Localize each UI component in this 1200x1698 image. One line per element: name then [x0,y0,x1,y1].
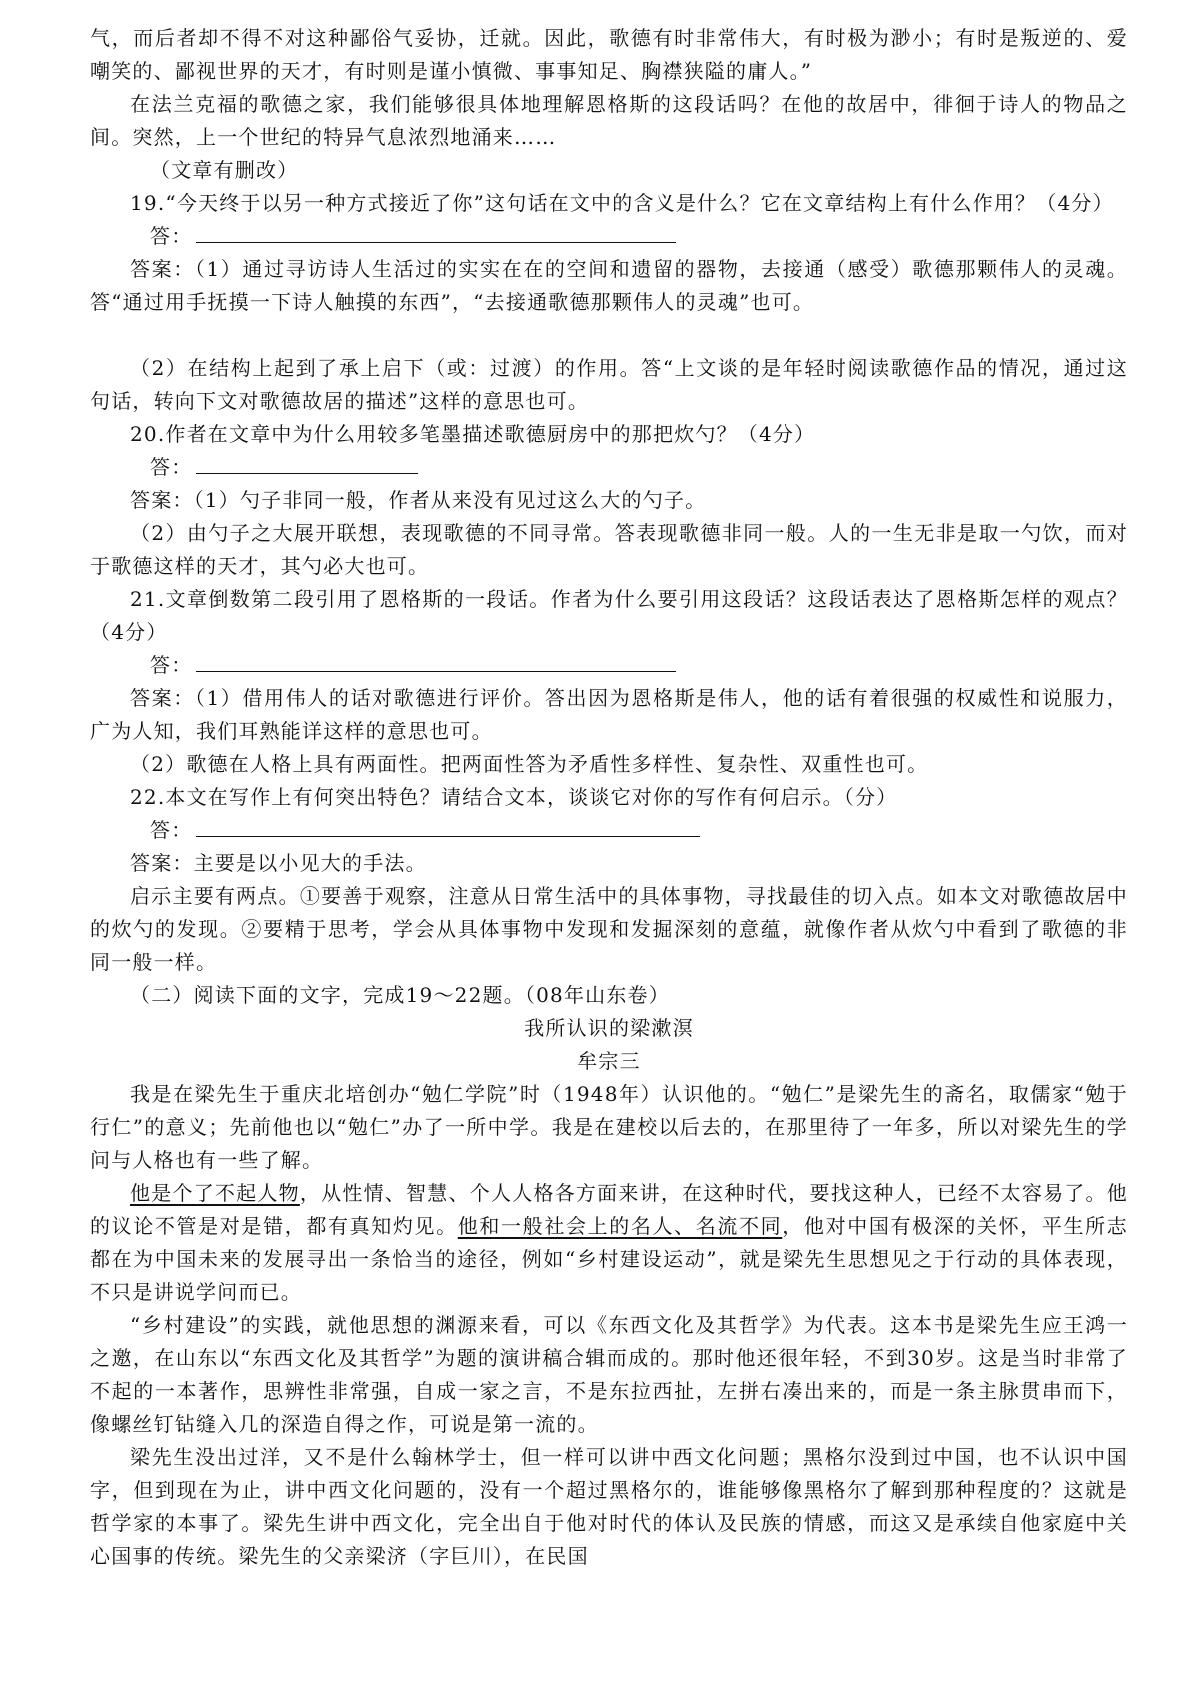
answer-blank[interactable] [196,453,418,474]
question-19: 19.“今天终于以另一种方式接近了你”这句话在文中的含义是什么？它在文章结构上有什么作用？（4分） [130,191,1114,215]
underlined-phrase-1: 他是个了不起人物 [130,1181,300,1205]
answer-22-1: 答案：主要是以小见大的手法。 [130,851,427,875]
answer-19-1: 答案：（1）通过寻访诗人生活过的实实在在的空间和遗留的器物，去接通（感受）歌德那颗伟人的灵魂。答“通过用手抚摸一下诗人触摸的东西”，“去接通歌德那颗伟人的灵魂”也可。 [90,257,1128,314]
answer-line-20: 答： [90,451,1128,484]
article-paragraph-3: “乡村建设”的实践，就他思想的渊源来看，可以《东西文化及其哲学》为代表。这本书是梁先生应王鸿一之邀，在山东以“东西文化及其哲学”为题的演讲稿合辑而成的。那时他还很年轻，不到30岁。这是当时非常了不起的一本著作，思辨性非常强，自成一家之言，不是东拉西扯，左拼右凑出来的，而是一条主脉贯串而下，像螺丝钉钻缝入几的深造自得之作，可说是第一流的。 [90,1313,1128,1436]
intro-paragraph-continued: 气，而后者却不得不对这种鄙俗气妥协，迁就。因此，歌德有时非常伟大，有时极为渺小；有时是叛逆的、爱嘲笑的、鄙视世界的天才，有时则是谨小慎微、事事知足、胸襟狭隘的庸人。” [90,26,1128,83]
article-author: 牟宗三 [577,1049,641,1073]
article-title: 我所认识的梁漱溟 [524,1016,694,1040]
answer-line-21: 答： [90,649,1128,682]
answer-21-1: 答案：（1）借用伟人的话对歌德进行评价。答出因为恩格斯是伟人，他的话有着很强的权威性和说服力，广为人知，我们耳熟能详这样的意思也可。 [90,686,1128,743]
question-22: 22.本文在写作上有何突出特色？请结合文本，谈谈它对你的写作有何启示。（分） [130,785,898,809]
spacer [90,319,1128,352]
section-2-intro: （二）阅读下面的文字，完成19～22题。（08年山东卷） [130,983,670,1007]
answer-line-22: 答： [90,814,1128,847]
answer-19-2: （2）在结构上起到了承上启下（或：过渡）的作用。答“上文谈的是年轻时阅读歌德作品的情况，通过这句话，转向下文对歌德故居的描述”这样的意思也可。 [90,356,1128,413]
answer-22-2: 启示主要有两点。①要善于观察，注意从日常生活中的具体事物，寻找最佳的切入点。如本文对歌德故居中的炊勺的发现。②要精于思考，学会从具体事物中发现和发掘深刻的意蕴，就像作者从炊勺中看到了歌德的非同一般一样。 [90,884,1128,974]
article-paragraph-4: 梁先生没出过洋，又不是什么翰林学士，但一样可以讲中西文化问题；黑格尔没到过中国，也不认识中国字，但到现在为止，讲中西文化问题的，没有一个超过黑格尔的，谁能够像黑格尔了解到那种程度的？这就是哲学家的本事了。梁先生讲中西文化，完全出自于他对时代的体认及民族的情感，而这又是承续自他家庭中关心国事的传统。梁先生的父亲梁济（字巨川），在民国 [90,1445,1128,1568]
underlined-phrase-2: 他和一般社会上的名人、名流不同 [457,1214,783,1238]
answer-blank[interactable] [196,816,700,837]
answer-21-2: （2）歌德在人格上具有两面性。把两面性答为矛盾性多样性、复杂性、双重性也可。 [130,752,929,776]
article-paragraph-1: 我是在梁先生于重庆北培创办“勉仁学院”时（1948年）认识他的。“勉仁”是梁先生的斋名，取儒家“勉于行仁”的意义；先前他也以“勉仁”办了一所中学。我是在建校以后去的，在那里待了一年多，所以对梁先生的学问与人格也有一些了解。 [90,1082,1128,1172]
answer-blank[interactable] [196,651,676,672]
question-21: 21.文章倒数第二段引用了恩格斯的一段话。作者为什么要引用这段话？这段话表达了恩格斯怎样的观点？（4分） [90,587,1128,644]
source-note: （文章有删改） [150,158,299,182]
intro-paragraph: 在法兰克福的歌德之家，我们能够很具体地理解恩格斯的这段话吗？在他的故居中，徘徊于诗人的物品之间。突然，上一个世纪的特异气息浓烈地涌来…… [90,92,1128,149]
question-20: 20.作者在文章中为什么用较多笔墨描述歌德厨房中的那把炊勺？（4分） [130,422,816,446]
article-paragraph-2: 他是个了不起人物，从性情、智慧、个人人格各方面来讲，在这种时代，要找这种人，已经不太容易了。他的议论不管是对是错，都有真知灼见。他和一般社会上的名人、名流不同，他对中国有极深的关怀，平生所志都在为中国未来的发展寻出一条恰当的途径，例如“乡村建设运动”，就是梁先生思想见之于行动的具体表现，不只是讲说学问而已。 [90,1181,1129,1304]
answer-blank[interactable] [196,222,676,243]
answer-line-19: 答： [90,220,1128,253]
answer-20-1: 答案：（1）勺子非同一般，作者从来没有见过这么大的勺子。 [130,488,707,512]
answer-20-2: （2）由勺子之大展开联想，表现歌德的不同寻常。答表现歌德非同一般。人的一生无非是取一勺饮，而对于歌德这样的天才，其勺必大也可。 [90,521,1128,578]
